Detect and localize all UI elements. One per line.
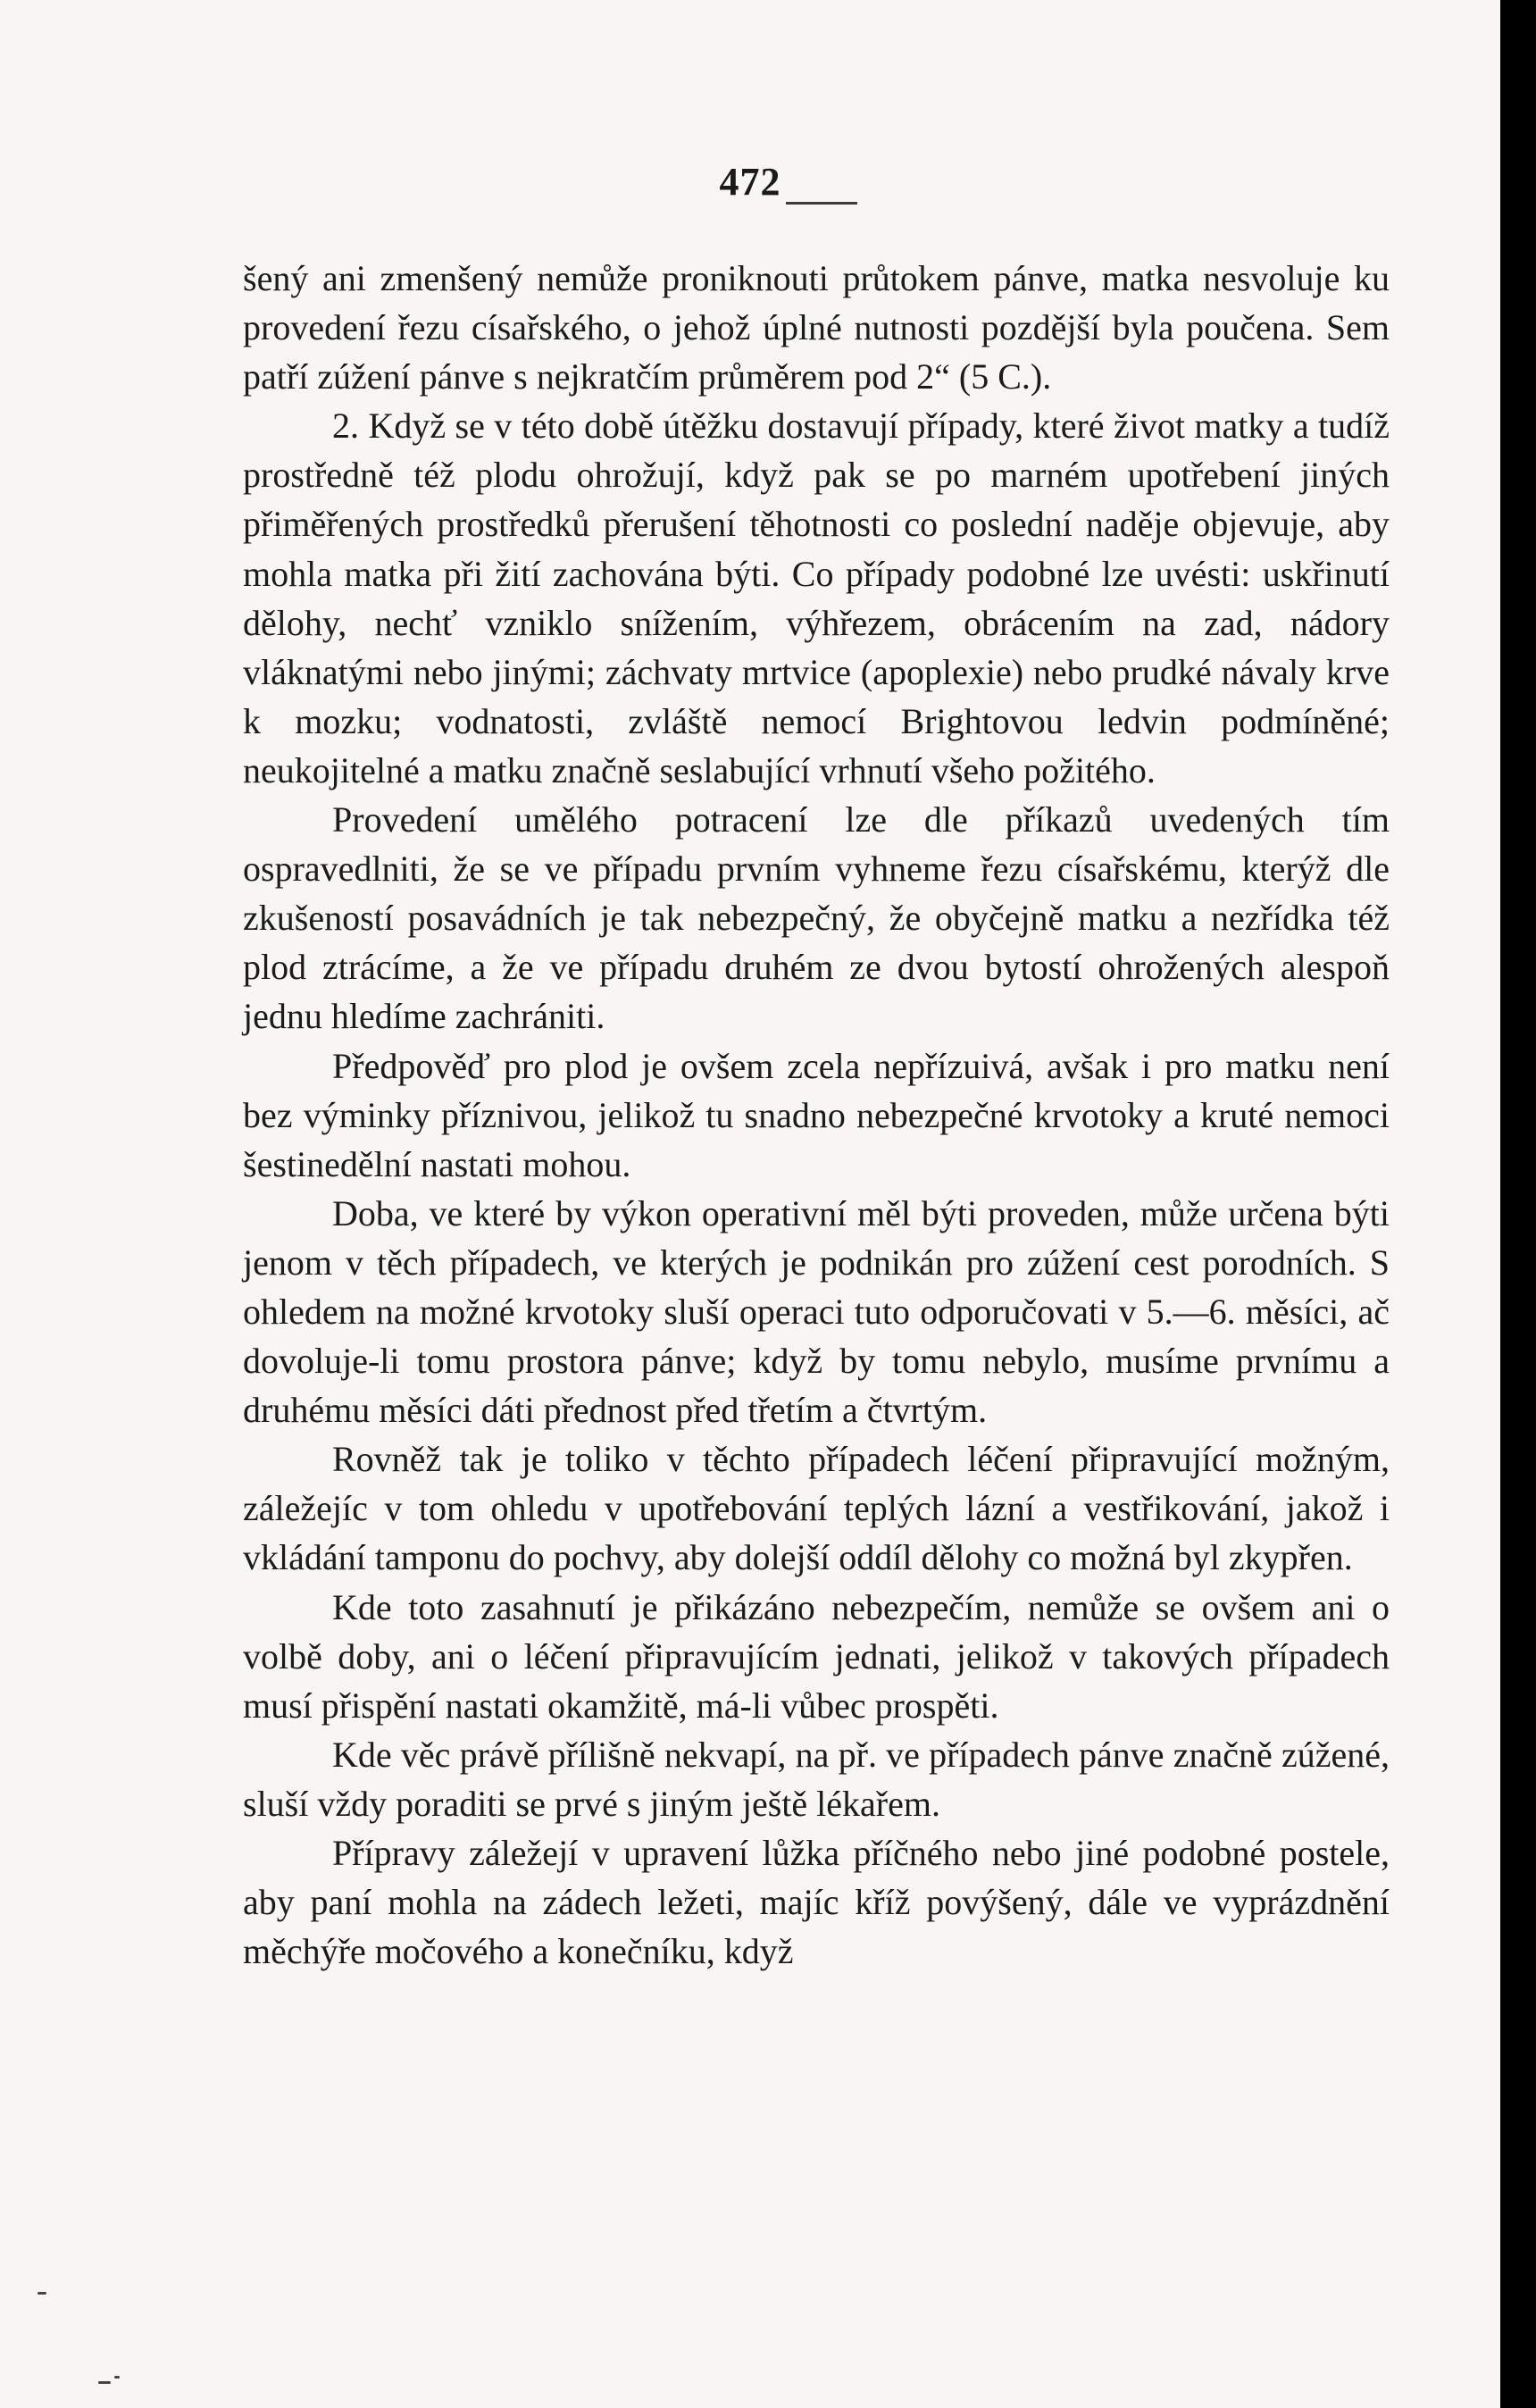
body-text (243, 254, 1390, 1976)
paragraph-continuation: šený ani zmenšený nemůže proniknouti průtokem pánve, matka nesvoluje ku provedení řezu císařského, o jehož úplné nutnosti pozdější byla poučena. Sem patří zúžení pánve s nejkratčím průměrem pod 2“ (5 C.). (243, 258, 1390, 397)
paragraph-prognosis: Předpověď pro plod je ovšem zcela nepřízuivá, avšak i pro matku není bez výminky příznivou, jelikož tu snadno nebezpečné krvotoky a kruté nemoci šestinedělní nastati mohou. (243, 1045, 1390, 1184)
scan-speck (114, 2376, 120, 2379)
scan-speck (38, 2292, 46, 2295)
paragraph-preparations: Přípravy záležejí v upravení lůžka příčného nebo jiné podobné postele, aby paní mohla na zádech ležeti, majíc kříž povýšený, dále ve vyprázdnění měchýře močového a konečníku, když (243, 1833, 1390, 1972)
paragraph-preparatory-treatment: Rovněž tak je toliko v těchto případech léčení připravující možným, záležejíc v tom ohledu v upotřebování teplých lázní a vestřikování, jakož i vkládání tamponu do pochvy, aby dolejší oddíl dělohy co možná byl zkypřen. (243, 1439, 1390, 1578)
paragraph-urgent-cases: Kde toto zasahnutí je přikázáno nebezpečím, nemůže se ovšem ani o volbě doby, ani o léčení připravujícím jednati, jelikož v takových případech musí přispění nastati okamžitě, má-li vůbec prospěti. (243, 1586, 1390, 1726)
paragraph-point-2: 2. Když se v této době útěžku dostavují případy, které život matky a tudíž prostředně též plodu ohrožují, když pak se po marném upotřebení jiných přiměřených prostředků přerušení těhotnosti co poslední naděje objevuje, aby mohla matka při žití zachována býti. Co případy podobné lze uvésti: uskřinutí dělohy, nechť vzniklo snížením, výhřezem, obrácením na zad, nádory vláknatými nebo jinými; záchvaty mrtvice (apoplexie) nebo prudké návaly krve k mozku; vodnatosti, zvláště nemocí Brightovou ledvin podmíněné; neukojitelné a matku značně seslabující vrhnutí všeho požitého. (243, 406, 1390, 790)
paragraph-consultation: Kde věc právě přílišně nekvapí, na př. ve případech pánve značně zúžené, sluší vždy poraditi se prvé s jiným ještě lékařem. (243, 1734, 1390, 1824)
page-number-underline (786, 202, 857, 205)
paragraph-timing: Doba, ve které by výkon operativní měl býti proveden, může určena býti jenom v těch případech, ve kterých je podnikán pro zúžení cest porodních. S ohledem na možné krvotoky sluší operaci tuto odporučovati v 5.—6. měsíci, ač dovoluje-li tomu prostora pánve; když by tomu nebylo, musíme prvnímu a druhému měsíci dáti přednost před třetím a čtvrtým. (243, 1192, 1390, 1431)
page-number: 472 (719, 160, 781, 204)
scan-speck (98, 2381, 111, 2384)
paragraph-justification: Provedení umělého potracení lze dle příkazů uvedených tím ospravedlniti, že se ve případu prvním vyhneme řezu císařskému, kterýž dle zkušeností posavádních je tak nebezpečný, že obyčejně matku a nezřídka též plod ztrácíme, a že ve případu druhém ze dvou bytostí ohrožených alespoň jednu hledíme zachrániti. (243, 799, 1390, 1037)
